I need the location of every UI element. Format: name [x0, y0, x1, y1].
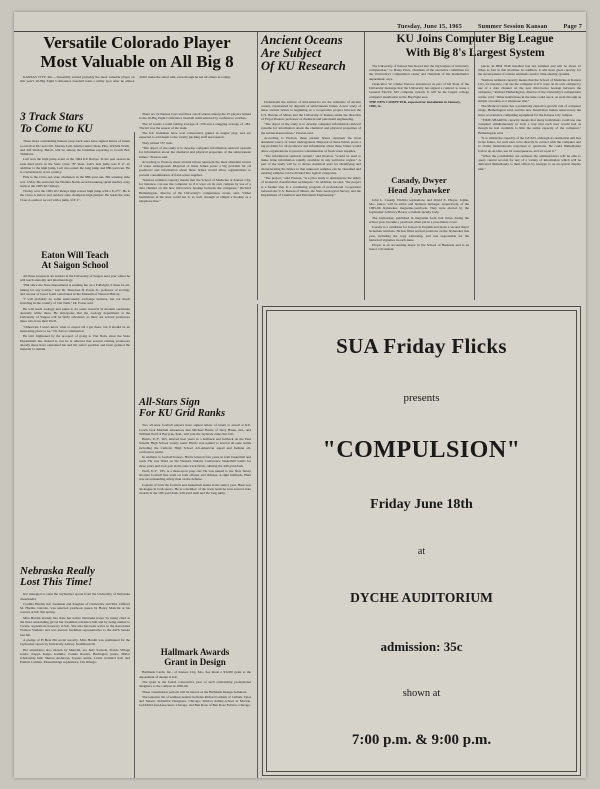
- headline-track-1: 3 Track Stars: [20, 111, 84, 123]
- story-hallmark-body: [139, 670, 251, 707]
- headline-oceans-2: Are Subject: [261, 45, 322, 60]
- story-casady: [369, 176, 469, 253]
- paragraph: Miss Hardin already has done her native Nebraska honor by being cited as the most outstanding girl in her freshman residence hall and by being named to Cwens, sophomore honorary at KU. She also has been active in the Associated Women Students and was elected freshman representative to the AWS Senate last fall.: [20, 615, 130, 637]
- paragraph: All three prospects are seniors at the University of Saigon next year where he will teach anatomy and pharmacology.: [20, 273, 130, 282]
- headline-nebraska-1: Nebraska Really: [20, 565, 95, 577]
- masthead-page: Page 7: [563, 23, 582, 30]
- headline-computer-2: With Big 8's Largest System: [405, 46, 545, 59]
- paragraph: "But since the State Department is sending me on a Fulbright, it must be all-inning for any trouble," said Dr. Theodore H. Eaton Jr., professor of zoology and curator of lower fossil vertebrates in the Museum of Natural History.: [20, 283, 130, 296]
- paragraph: "Otherwise I won't know what to expect till I get there, but it should be an interesting place to be," Dr. Eaton commented.: [20, 324, 130, 333]
- paragraph: Cynthia Hardin, KU freshman and daughter of Chancellor and Mrs. Clifford M. Hardin, Lincoln, was selected yearbook queen by Henry Mancini at his concert at KU this spring.: [20, 602, 130, 615]
- masthead-date: Tuesday, June 15, 1965: [397, 23, 463, 30]
- story-track-body: [20, 139, 130, 201]
- headline-casady-2: Head Jayhawker: [387, 184, 451, 195]
- paragraph: KU managed to steal the Jayhawker spoon from the University of Nebraska cheerleader.: [20, 592, 130, 601]
- paragraph: Dwyer is an accounting major in the School of Business and is an honor roll student.: [369, 243, 469, 252]
- ad-presents: presents: [403, 391, 440, 404]
- headline-hallmark-1: Hallmark Awards: [160, 647, 230, 657]
- story-track: [20, 112, 130, 203]
- ad-admission: admission: 35c: [380, 638, 463, 654]
- story-computer-body-b: [478, 64, 581, 298]
- subhead-new-computer: THE NEW COMPUTER, expected for installation in January, 1966, re-: [369, 100, 461, 109]
- paragraph: Pitts is the Class AA state champion in the 880-yard run. His winning time was 1:56.6. He anchored the Wichita North record-breaking sprint medley relay team at the 1965 KU Relays.: [20, 175, 130, 188]
- paragraph: Casady is a candidate for honors in English and plans a second major in human relations. He has filled several positions on the Jayhawker this year, including the copy editorship, and was responsible for the historical vignettes in each issue.: [369, 225, 469, 242]
- paragraph: The Jayhawker, published in magazine form four times during the school year, became a yearbook when put in a post-hiatus cover.: [369, 215, 469, 224]
- paragraph: Lull won the high jump event at the 1964 KU Relays. In the past season he took third place in the State Class "B" meet. Lull's best jump was 6' 4". In addition to the high jump, Lull also enters the long jump and 880-yard run. He is a letterman in cross country.: [20, 157, 130, 175]
- headline-nebraska-2: Lost This Time!: [20, 576, 93, 589]
- ad-showtimes: 7:00 p.m. & 9:00 p.m.: [351, 731, 492, 748]
- paragraph: He will teach zoology and plans to do some research in modern vertebrate anatomy while there. He anticipates that the zoology department at the University of Saigon will be fairly advanced, as there are several professors there who have their Ph.D.: [20, 306, 130, 324]
- paragraph: Harris, 6'-3", 265, lettered four years as a halfback and fullback on the Paul Schulte High School varsity team. Harris was named to several all-state teams including the Catholic High School All-American squad and Indiana all-conference teams.: [139, 437, 251, 454]
- ad-shown-at: shown at: [402, 687, 441, 699]
- paragraph: "I will probably do some intercountry exchange lectures, but not much traveling in the country of Viet Nam," Dr. Eaton said.: [20, 297, 130, 306]
- story-oceans-head: [261, 34, 361, 72]
- column-rule-1: [257, 32, 258, 300]
- story-colorado: [20, 34, 254, 83]
- paragraph: "Remote terminal capacity means that the School of Medicine at Kansas City, for instance, can use the computer as if it were on its own campus by use of a data channel on the new microwave hookup between the campuses," Richard Hetherington, director of the University's computation center, said. "Other institutions in the state could use it, as well, through as simple a hookup as a telephone line.": [139, 177, 251, 203]
- paragraph: The Medical Center has a potentially explosive growth rate of computer usage, Hetherington said, and the new installation makes unnecessary the lease of extensive computing equipment for the Kansas City campus.: [478, 104, 581, 117]
- paragraph: He isn't frightened by the prospect of going to Viet Nam, since the State Department has cleared it, but he is relieved that several visiting professors already there have explained his and his wife's position and been granted the material to remain.: [20, 334, 130, 351]
- column-rule-5: [257, 304, 258, 778]
- paragraph: They picked 137 runs.: [142, 140, 173, 145]
- paragraph: Her attendants, also chosen by Mancini, are Judy Sarason, Prairie Village senior, Kappa Kappa Gamma; Connie Roeder, Burlington junior, Miller scholarship hall; Sharon Anderson, Topeka senior, Lewis women's hall, and Pamela Carman, Mounchridge sophomore, Chi Omega.: [20, 647, 130, 665]
- story-hallmark: [139, 648, 251, 709]
- paragraph: Two all-state football players have signed letters of intent to enroll at KU. Coach Jack Mitchell announces that Michael Harris of Terry Haute, Ind., and William Wolf of Bucyrus, Kan., will join the Jayhawk ranks this fall.: [139, 423, 251, 436]
- paragraph: "It is within the capacity of the GE 625, although its realization still lies in the future, for each user to be directly in contact with the computer and to obtain instantaneous responses to questions. He could immediately follow up an idea, see its consequences, and act upon it.": [478, 136, 581, 153]
- headline-oceans-1: Ancient Oceans: [261, 33, 343, 47]
- story-eaton-body: [20, 274, 130, 351]
- paragraph: The 12 boasts a team batting average of .356 and a slugging average of .481. The hit was the season of the team.: [139, 121, 251, 130]
- story-colorado-body: [20, 75, 254, 83]
- story-nebraska: [20, 566, 130, 666]
- story-computer-head: [369, 34, 581, 59]
- story-eaton: [20, 251, 130, 352]
- headline-eaton-1: Eaton Will Teach: [41, 250, 109, 260]
- ad-date: Friday June 18th: [370, 496, 473, 512]
- paragraph: places an IBM 7040 installed late last summer and will be about 12 times as fast as that machine. In addition, it will have great capacity for the development of remote terminals and for time-sharing systems.: [478, 64, 581, 77]
- paragraph: These consultation periods will be known as the Hallmark Design Seminars.: [142, 689, 248, 694]
- paragraph: Worley won the 1965 KU Relays high school high jump with a 6'-2½". He is the Class A indoor and outdoor state champion high jumper. He holds the state Class A outdoor record with a jump of 6' 4".: [20, 189, 130, 202]
- headline-allstars-2: For KU Grid Ranks: [139, 407, 226, 419]
- newspaper-sheet: [14, 12, 586, 778]
- story-colorado-cont-a: [139, 112, 251, 392]
- headline-allstars-1: All-Stars Sign: [139, 397, 200, 408]
- paragraph: John L. Casady, Wichita sophomore, and David E. Dwyer, Joplin, Mo., junior, will be editor and business manager, respectively, of the 1965-66 Jayhawker, magazine-yearbook. They were elected by the Jayhawker Advisory Board, a student-faculty body.: [369, 197, 469, 215]
- headline-eaton-2: At Saigon School: [41, 260, 109, 271]
- paragraph: Hallmark Cards, Inc., of Kansas City, Mo., has made a $3,000 grant to the department of design at KU.: [139, 670, 251, 679]
- ad-at: at: [417, 545, 426, 557]
- ad-film-title: "COMPULSION": [322, 436, 521, 463]
- column-rule-4: [134, 132, 135, 778]
- paragraph: "When the possibilities are realized, the administrators will be able to query central records for any of a variety of information which will be delivered immediately to their offices by teletype or on an optical display unit.": [478, 154, 581, 171]
- column-rule-3: [474, 32, 475, 300]
- paragraph: The grant is the fourth consecutive year of such outstanding professional designers to the campus in 1965-66.: [139, 679, 251, 689]
- masthead: [14, 12, 586, 32]
- paragraph: Wolf, 6'-3", 185, is a three-sport prep star. He was named to the New Jersey all-state football first team on both offense and defense. A right halfback, Hunt was an outstanding safety man on the defense.: [139, 469, 251, 482]
- story-casady-body: [369, 198, 469, 252]
- sua-friday-flicks-ad[interactable]: [262, 306, 581, 776]
- headline-colorado-1: Versatile Colorado Player: [43, 33, 231, 52]
- paragraph: The tentative list of seminar leaders includes Richard Latham of Latham, Tyler and Jensen, Industrial Designers, Chicago; Marion Ashley-school at Morton, Goldchild and Associates, Chicago, and Ben Rose of Ben Rose Fabrics, Chicago.: [139, 694, 251, 708]
- ad-title: SUA Friday Flicks: [336, 333, 507, 358]
- headline-casady-1: Casady, Dwyer: [391, 175, 447, 185]
- paragraph: "The object of the study is to develop computer information retrieval systems for information about the chemical and physical properties of the subterranean brines," Preston said.: [261, 122, 361, 135]
- paragraph: "The project," said Preston, "is a pilot study to demonstrate the utility of statistical classification techniques." In addition, he said, "the project is a further step in a continuing program of professional cooperation between the U.S. Bureau of Mines, the State Geological Survey, and the Department of Chemical and Petroleum Engineering.": [261, 176, 361, 198]
- column-rule-2: [364, 32, 365, 300]
- paragraph: "The information retrieval system," said Preston, "would be used to make brine information rapidly available in any particular region." A part of the study will be to devise statistical tests for identifying and characterizing the brines so that unknown samples can be classified and existing samples can be divided into logical categories.: [261, 154, 361, 175]
- paragraph: A pledge of Pi Beta Phi social sorority, Miss Hardin was nominated for the Jayhawker spoon by University-Library freshman hall.: [20, 638, 130, 647]
- paragraph: The KU freshmen have won consecutive games in league play, and are expected to add depth to the varsity pitching staff next season.: [139, 131, 251, 140]
- headline-track-2: To Come to KU: [20, 122, 93, 135]
- paragraph: Captain of both the football and basketball teams in his senior year, Hunt was all-league in both sports. He is a member of the track team he won several state awards in the 100-yard dash, 220-yard dash and the long jump.: [139, 482, 251, 496]
- paragraph: "TIME-SHARING capacity means that many individuals could use one computer simultaneously in such a way that each user would feel as though he had available to him the entire capacity of the computer," Hetherington said.: [478, 118, 581, 135]
- story-allstars-body: [139, 423, 251, 495]
- ad-venue: DYCHE AUDITORIUM: [350, 589, 493, 605]
- story-allstars: [139, 398, 251, 497]
- paragraph: There are 22 Kansas boys and three out-of-staters among the 25 players named to the all-Big Eight Conference baseball team selected by conference coaches.: [139, 112, 251, 121]
- headline-computer-1: KU Joins Computer Big League: [396, 33, 554, 45]
- paragraph: According to Preston, these ancient brines represent the most abundant source of water underground. Disposal of these brines poses a big problem for oil producers and information about these brines would allow organizations to prevent contamination of fresh water supplies.: [261, 136, 361, 153]
- paragraph: KANSAS CITY, Mo.—Versatility earned probably the most valuable player on this year's all-Big Eight Conference baseball team a utility spot after he almost didn't make the select unit, even though he led all others in voting.: [20, 74, 231, 83]
- headline-hallmark-2: Grant in Design: [164, 657, 226, 668]
- paragraph: Underneath the surface of mid-America are the remnants of ancient oceans, represented by deposits of subterranean brines. A new study of these ancient brines is beginning as a cooperative project between the U.S. Bureau of Mines and the University of Kansas under the direction of Floyd Preston, professor of chemical and petroleum engineering.: [261, 100, 361, 121]
- story-oceans-body: [261, 100, 361, 298]
- paragraph: Chancellor W. Clarke Wescoe announced as part of his State of the University message that the University has signed a contract to lease a General Electric 625 computer system. It will be the largest college computer installation in the Big Eight area.: [369, 82, 469, 99]
- paragraph: Three more outstanding Kansas prep track stars have signed letters of intent to enroll at KU next fall. Murray Lull, Smith Center; Dave Pitts, Wichita North, and Jeff Worley, Beloit, will be among the freshmen reporting to Coach Bob Timmons.: [20, 139, 130, 157]
- story-nebraska-body: [20, 592, 130, 664]
- paragraph: In addition to football honors, Harris lettered four years in both basketball and track. He was listed on the Western Indiana Conference basketball teams for three years and took part in the state track finals, running the 440-yard dash.: [139, 455, 251, 468]
- ad-inner-frame: [266, 310, 577, 772]
- paragraph: "The object of the study is to develop computer information retrieval systems for information about the chemical and physical properties of the subterranean brines," Preston said.: [139, 146, 251, 159]
- headline-colorado-2: Most Valuable on All Big 8: [40, 52, 234, 72]
- paragraph: According to Preston, these ancient brines represent the most abundant source of water underground. Disposal of these brines poses a big problem for oil producers and information about these brines would allow organizations to prevent contamination of fresh water supplies.: [139, 159, 251, 177]
- masthead-edition: Summer Session Kansan: [478, 23, 548, 30]
- paragraph: The University of Kansas has moved into the big leagues of university computation," G. Baley Price, chairman of the executive committee for the University's computation center and chairman of the mathematics department, says.: [369, 64, 469, 81]
- headline-oceans-3: Of KU Research: [261, 58, 346, 73]
- paragraph: "Remote terminal capacity means that the School of Medicine at Kansas City, for instance, can use the computer as if it were on its own campus by use of a data channel on the new microwave hookup between the campuses," Richard Hetherington, director of the University's computation center, said. "Other institutions in the state could use it, as well, through as simple a hookup as a telephone line.": [478, 77, 581, 103]
